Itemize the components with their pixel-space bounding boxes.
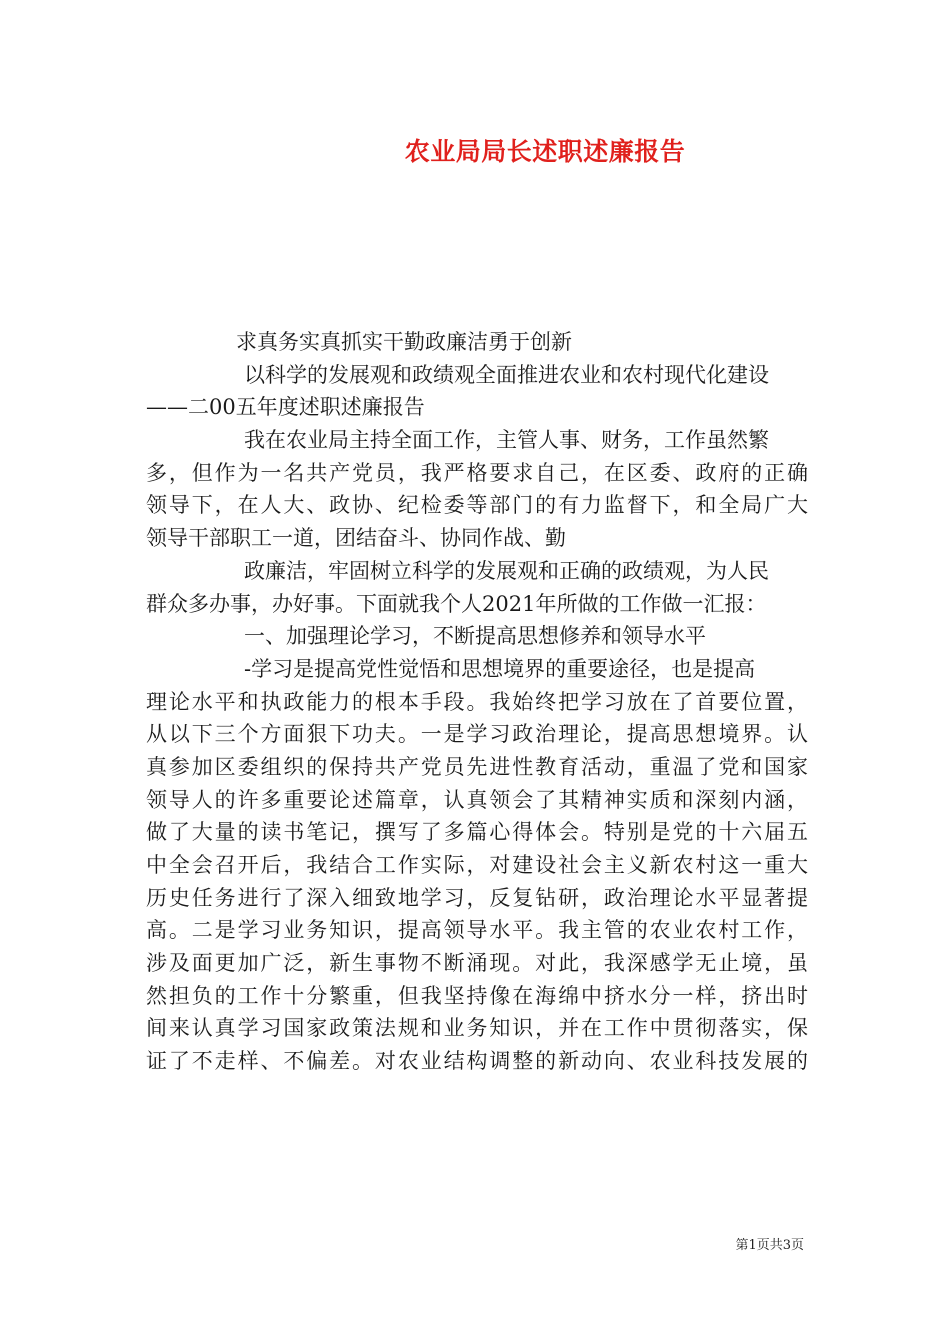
section-heading: 一、加强理论学习，不断提高思想修养和领导水平 <box>244 624 706 649</box>
body-line: 间来认真学习国家政策法规和业务知识，并在工作中贯彻落实，保 <box>146 1016 808 1041</box>
body-line: 多，但作为一名共产党员，我严格要求自己，在区委、政府的正确 <box>146 460 808 485</box>
body-line: 真参加区委组织的保持共产党员先进性教育活动，重温了党和国家 <box>146 754 808 779</box>
body-line: 领导人的许多重要论述篇章，认真领会了其精神实质和深刻内涵， <box>146 787 808 812</box>
body-line: 领导下，在人大、政协、纪检委等部门的有力监督下，和全局广大 <box>146 493 808 518</box>
body-line: 领导干部职工一道，团结奋斗、协同作战、勤 <box>146 526 566 551</box>
body-line: -学习是提高党性觉悟和思想境界的重要途径，也是提高 <box>244 656 756 681</box>
body-line: 涉及面更加广泛，新生事物不断涌现。对此，我深感学无止境，虽 <box>146 951 808 976</box>
body-line: 中全会召开后，我结合工作实际，对建设社会主义新农村这一重大 <box>146 853 808 877</box>
subtitle-line: ——二00五年度述职述廉报告 <box>146 395 425 420</box>
body-line: 做了大量的读书笔记，撰写了多篇心得体会。特别是党的十六届五 <box>146 820 808 845</box>
document-body <box>146 326 808 1078</box>
body-line: 证了不走样、不偏差。对农业结构调整的新动向、农业科技发展的 <box>146 1049 808 1074</box>
body-line: 历史任务进行了深入细致地学习，反复钻研，政治理论水平显著提 <box>146 885 808 910</box>
body-line: 高。二是学习业务知识，提高领导水平。我主管的农业农村工作， <box>146 918 808 943</box>
page-number-footer: 第1页共3页 <box>735 1238 804 1253</box>
subtitle-line: 以科学的发展观和政绩观全面推进农业和农村现代化建设 <box>244 362 769 387</box>
body-line: 然担负的工作十分繁重，但我坚持像在海绵中挤水分一样，挤出时 <box>146 983 808 1008</box>
body-line: 理论水平和执政能力的根本手段。我始终把学习放在了首要位置， <box>146 689 808 714</box>
body-line: 从以下三个方面狠下功夫。一是学习政治理论，提高思想境界。认 <box>146 722 808 747</box>
document-title: 农业局局长述职述廉报告 <box>404 137 686 166</box>
body-line: 我在农业局主持全面工作，主管人事、财务，工作虽然繁 <box>244 428 769 453</box>
body-line: 政廉洁，牢固树立科学的发展观和正确的政绩观，为人民 <box>244 558 769 583</box>
subtitle-line: 求真务实真抓实干勤政廉洁勇于创新 <box>236 330 572 354</box>
body-line: 群众多办事，办好事。下面就我个人2021年所做的工作做一汇报： <box>146 591 767 616</box>
